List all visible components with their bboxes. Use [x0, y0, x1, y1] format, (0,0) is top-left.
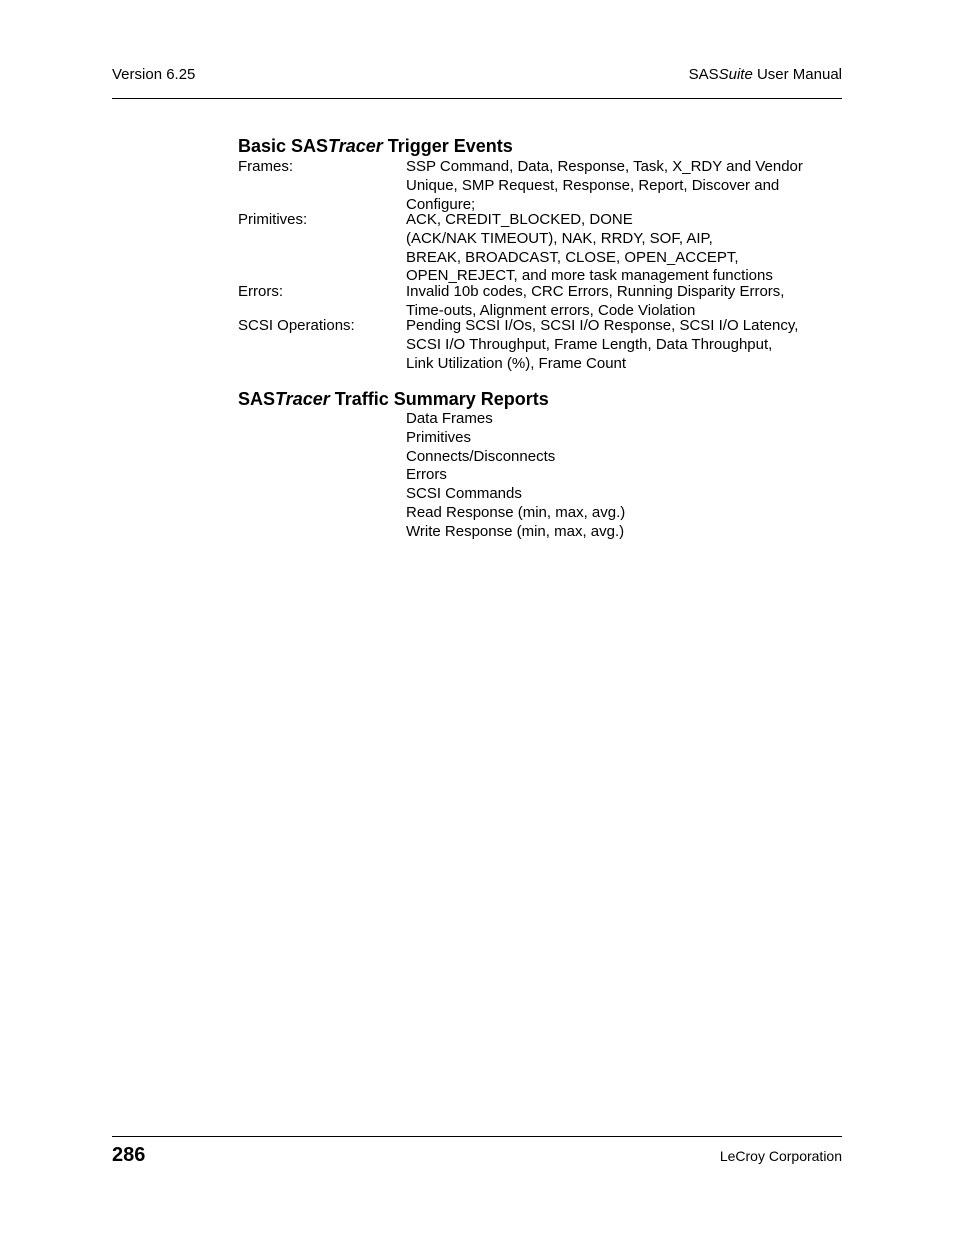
- errors-value: [406, 283, 784, 317]
- manual-title-prefix: SAS: [688, 66, 719, 83]
- heading-italic: Tracer: [328, 136, 383, 156]
- manual-title-suffix: User Manual: [752, 66, 842, 83]
- footer-divider: [112, 1136, 842, 1137]
- list-item: SCSI Commands: [406, 485, 522, 503]
- traffic-summary-list: [406, 410, 625, 542]
- value-line: Link Utilization (%), Frame Count: [406, 354, 627, 372]
- primitives-value: [406, 211, 773, 286]
- heading-italic: Tracer: [275, 389, 330, 409]
- manual-title: [689, 66, 842, 84]
- heading-prefix: SAS: [238, 389, 276, 409]
- trigger-events-heading: [238, 135, 513, 157]
- heading-suffix: Trigger Events: [382, 136, 513, 156]
- frames-label: Frames:: [238, 158, 294, 175]
- value-line: SCSI I/O Throughput, Frame Length, Data Throughput,: [406, 335, 773, 353]
- header-divider: [112, 98, 842, 99]
- list-item: Data Frames: [406, 410, 493, 427]
- list-item: Primitives: [406, 428, 472, 446]
- company-name: LeCroy Corporation: [719, 1148, 842, 1164]
- value-line: Pending SCSI I/Os, SCSI I/O Response, SCSI I/O Latency,: [406, 317, 799, 334]
- value-line: SSP Command, Data, Response, Task, X_RDY and Vendor: [406, 158, 803, 175]
- version-label: Version 6.25: [112, 66, 196, 83]
- value-line: Time-outs, Alignment errors, Code Violation: [406, 301, 696, 319]
- value-line: Configure;: [406, 195, 476, 213]
- value-line: OPEN_REJECT, and more task management functions: [406, 267, 773, 285]
- value-line: BREAK, BROADCAST, CLOSE, OPEN_ACCEPT,: [406, 248, 739, 266]
- frames-value: [406, 158, 803, 212]
- traffic-summary-heading: [238, 388, 549, 410]
- page-header: [112, 66, 842, 86]
- list-item: Write Response (min, max, avg.): [406, 522, 625, 540]
- manual-title-italic: Suite: [718, 66, 753, 83]
- value-line: Invalid 10b codes, CRC Errors, Running Disparity Errors,: [406, 283, 785, 300]
- heading-prefix: Basic SAS: [238, 136, 329, 156]
- value-line: (ACK/NAK TIMEOUT), NAK, RRDY, SOF, AIP,: [406, 229, 713, 247]
- value-line: ACK, CREDIT_BLOCKED, DONE: [406, 211, 633, 228]
- list-item: Errors: [406, 466, 447, 484]
- errors-label: Errors:: [238, 283, 283, 300]
- value-line: Unique, SMP Request, Response, Report, Discover and: [406, 176, 780, 194]
- list-item: Read Response (min, max, avg.): [406, 503, 626, 521]
- page-number: 286: [112, 1144, 146, 1166]
- primitives-label: Primitives:: [238, 211, 308, 228]
- list-item: Connects/Disconnects: [406, 447, 556, 465]
- heading-suffix: Traffic Summary Reports: [329, 389, 549, 409]
- scsi-operations-label: SCSI Operations:: [238, 317, 355, 334]
- scsi-operations-value: [406, 317, 798, 373]
